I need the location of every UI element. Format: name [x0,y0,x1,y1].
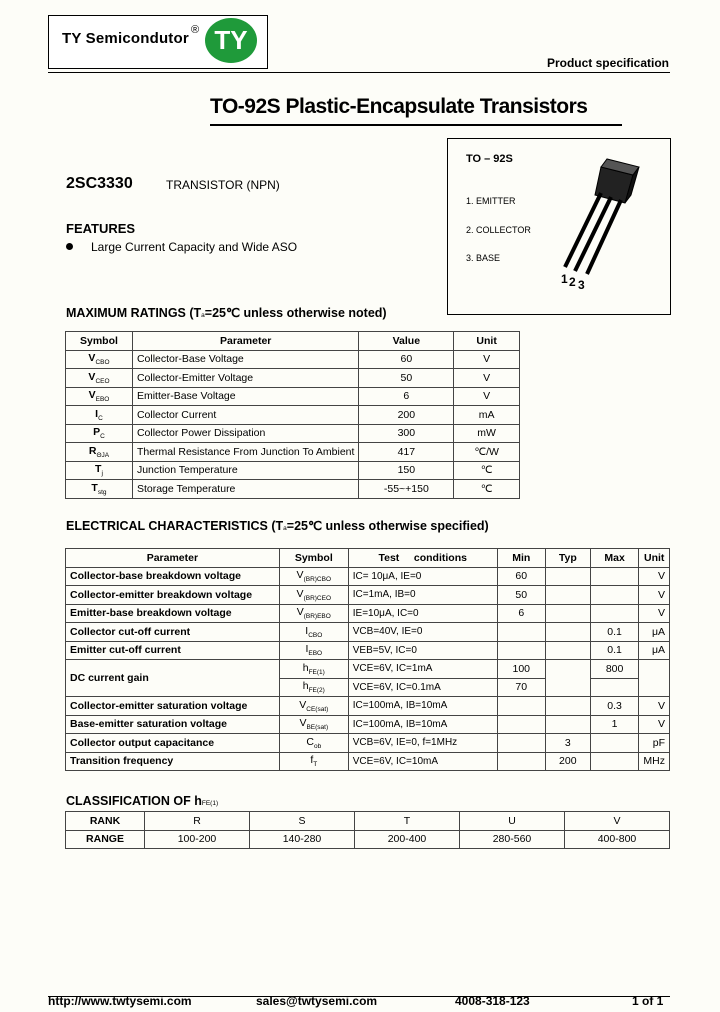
pin-number-2: 2 [569,275,576,289]
min-cell [497,623,545,642]
to92s-package-icon [555,155,655,290]
range-cell: 140-280 [250,830,355,849]
max-ratings-header-row [66,332,520,351]
test-condition-cell: IE=10μA, IC=0 [348,604,497,623]
table-row [66,604,670,623]
range-cell: 400-800 [565,830,670,849]
symbol-cell: $V_{(BR)EBO}$ [279,604,348,623]
parameter-cell: Collector-emitter saturation voltage [66,697,280,716]
test-condition-cell: VCE=6V, IC=1mA [348,660,497,679]
column-header: Value [359,332,454,351]
table-row [66,461,520,480]
max-cell: 0.1 [590,623,639,642]
min-cell: 6 [497,604,545,623]
range-label: RANGE [66,830,145,849]
value-cell: 150 [359,461,454,480]
unit-cell: V [639,567,670,586]
rank-cell: R [145,812,250,831]
header-divider [48,72,670,73]
typ-cell [545,641,590,660]
column-header: Symbol [66,332,133,351]
range-cell: 200-400 [355,830,460,849]
max-ratings-table [65,331,520,499]
table-row [66,660,670,679]
max-cell [590,586,639,605]
pin-3-label: 3. BASE [466,253,501,263]
range-row [66,830,670,849]
parameter-cell: Storage Temperature [132,480,358,499]
column-header: Min [497,549,545,568]
unit-cell: V [639,715,670,734]
value-cell: 200 [359,406,454,425]
unit-cell: mW [454,424,520,443]
min-cell: 70 [497,678,545,697]
symbol-cell: $V_{CEO}$ [66,369,133,388]
max-cell: 0.1 [590,641,639,660]
unit-cell: ℃ [454,461,520,480]
parameter-cell: Junction Temperature [132,461,358,480]
unit-cell: V [454,387,520,406]
typ-cell: 200 [545,752,590,771]
unit-cell: pF [639,734,670,753]
electrical-header-row [66,549,670,568]
document-title: TO-92S Plastic-Encapsulate Transistors [210,95,588,118]
unit-cell: μA [639,623,670,642]
test-condition-cell: IC=100mA, IB=10mA [348,697,497,716]
value-cell: 6 [359,387,454,406]
pin-2-label: 2. COLLECTOR [466,225,531,235]
rank-row [66,812,670,831]
max-cell [590,604,639,623]
parameter-cell: Thermal Resistance From Junction To Ambient [132,443,358,462]
table-row [66,443,520,462]
parameter-cell: Emitter-base breakdown voltage [66,604,280,623]
min-cell [497,734,545,753]
typ-cell: 3 [545,734,590,753]
symbol-cell: $V_{CBO}$ [66,350,133,369]
symbol-cell: $V_{BE(sat)}$ [279,715,348,734]
symbol-cell: $R_{\Theta JA}$ [66,443,133,462]
max-cell [590,734,639,753]
test-condition-cell: VEB=5V, IC=0 [348,641,497,660]
features-heading: FEATURES [66,221,136,236]
table-row [66,369,520,388]
typ-cell [545,715,590,734]
min-cell [497,752,545,771]
test-condition-cell: VCE=6V, IC=10mA [348,752,497,771]
test-condition-cell: VCB=40V, IE=0 [348,623,497,642]
value-cell: 300 [359,424,454,443]
range-cell: 280-560 [460,830,565,849]
typ-cell [545,623,590,642]
unit-cell: V [639,604,670,623]
column-header: Parameter [132,332,358,351]
test-condition-cell: VCB=6V, IE=0, f=1MHz [348,734,497,753]
product-spec-label: Product specification [546,56,669,70]
max-cell [590,567,639,586]
max-cell: 0.3 [590,697,639,716]
value-cell: -55~+150 [359,480,454,499]
symbol-cell: $I_C$ [66,406,133,425]
pin-number-1: 1 [561,272,568,286]
column-header: Unit [454,332,520,351]
parameter-cell: Emitter-Base Voltage [132,387,358,406]
typ-cell [545,604,590,623]
parameter-cell: DC current gain [66,660,280,697]
value-cell: 50 [359,369,454,388]
parameter-cell: Emitter cut-off current [66,641,280,660]
max-cell [590,678,639,697]
unit-cell: V [454,369,520,388]
range-cell: 100-200 [145,830,250,849]
rank-cell: V [565,812,670,831]
parameter-cell: Collector-base breakdown voltage [66,567,280,586]
min-cell [497,697,545,716]
unit-cell [639,660,670,697]
max-cell: 1 [590,715,639,734]
unit-cell: V [639,586,670,605]
max-ratings-heading: MAXIMUM RATINGS (Ta=25℃ unless otherwise noted) [66,306,387,320]
ty-logo: TY [205,18,257,63]
unit-cell: μA [639,641,670,660]
symbol-cell: $V_{CE(sat)}$ [279,697,348,716]
footer-page: 1 of 1 [632,994,664,1008]
registered-mark: ® [191,24,200,36]
parameter-cell: Collector Power Dissipation [132,424,358,443]
pin-number-3: 3 [578,278,585,292]
symbol-cell: $h_{FE(1)}$ [279,660,348,679]
table-row [66,752,670,771]
electrical-heading: ELECTRICAL CHARACTERISTICS (Ta=25℃ unless otherwise specified) [66,519,489,533]
symbol-cell: $C_{ob}$ [279,734,348,753]
column-header: Max [590,549,639,568]
value-cell: 60 [359,350,454,369]
rank-cell: U [460,812,565,831]
min-cell: 100 [497,660,545,679]
parameter-cell: Collector-Base Voltage [132,350,358,369]
package-name: TO – 92S [466,153,513,165]
typ-cell [545,586,590,605]
unit-cell: V [454,350,520,369]
table-row [66,715,670,734]
symbol-cell: $P_C$ [66,424,133,443]
parameter-cell: Collector Current [132,406,358,425]
feature-item: Large Current Capacity and Wide ASO [91,240,298,254]
symbol-cell: $h_{FE(2)}$ [279,678,348,697]
symbol-cell: $T_j$ [66,461,133,480]
test-condition-cell: VCE=6V, IC=0.1mA [348,678,497,697]
table-row [66,567,670,586]
table-row [66,424,520,443]
footer-url[interactable]: http://www.twtysemi.com [48,994,192,1008]
part-number: 2SC3330 [66,175,133,192]
brand-name: TY Semicondutor [62,30,189,47]
symbol-cell: $I_{EBO}$ [279,641,348,660]
min-cell: 60 [497,567,545,586]
rank-label: RANK [66,812,145,831]
column-header: Symbol [279,549,348,568]
unit-cell: ℃/W [454,443,520,462]
parameter-cell: Collector cut-off current [66,623,280,642]
table-row [66,623,670,642]
test-condition-cell: IC=1mA, IB=0 [348,586,497,605]
max-cell [590,752,639,771]
electrical-table [65,548,670,771]
footer-email[interactable]: sales@twtysemi.com [256,994,378,1008]
column-header: Unit [639,549,670,568]
typ-cell [545,567,590,586]
table-row [66,406,520,425]
min-cell [497,641,545,660]
symbol-cell: $I_{CBO}$ [279,623,348,642]
symbol-cell: $V_{EBO}$ [66,387,133,406]
column-header: Test conditions [348,549,497,568]
bullet-icon [66,243,73,250]
pin-1-label: 1. EMITTER [466,196,516,206]
symbol-cell: $T_{stg}$ [66,480,133,499]
table-row [66,697,670,716]
parameter-cell: Collector output capacitance [66,734,280,753]
unit-cell: MHz [639,752,670,771]
table-row [66,480,520,499]
min-cell: 50 [497,586,545,605]
rank-cell: S [250,812,355,831]
min-cell [497,715,545,734]
column-header: Typ [545,549,590,568]
rank-cell: T [355,812,460,831]
typ-cell [545,660,590,697]
parameter-cell: Collector-emitter breakdown voltage [66,586,280,605]
table-row [66,734,670,753]
parameter-cell: Collector-Emitter Voltage [132,369,358,388]
parameter-cell: Base-emitter saturation voltage [66,715,280,734]
test-condition-cell: IC=100mA, IB=10mA [348,715,497,734]
table-row [66,350,520,369]
table-row [66,387,520,406]
value-cell: 417 [359,443,454,462]
table-row [66,586,670,605]
unit-cell: mA [454,406,520,425]
symbol-cell: $f_T$ [279,752,348,771]
part-type: TRANSISTOR (NPN) [166,178,280,192]
unit-cell: V [639,697,670,716]
typ-cell [545,697,590,716]
title-underline [210,124,622,126]
classification-heading: CLASSIFICATION OF hFE(1) [66,794,219,808]
unit-cell: ℃ [454,480,520,499]
test-condition-cell: IC= 10μA, IE=0 [348,567,497,586]
footer-phone: 4008-318-123 [455,994,530,1008]
parameter-cell: Transition frequency [66,752,280,771]
classification-table [65,811,670,849]
symbol-cell: $V_{(BR)CBO}$ [279,567,348,586]
column-header: Parameter [66,549,280,568]
table-row [66,641,670,660]
max-cell: 800 [590,660,639,679]
symbol-cell: $V_{(BR)CEO}$ [279,586,348,605]
